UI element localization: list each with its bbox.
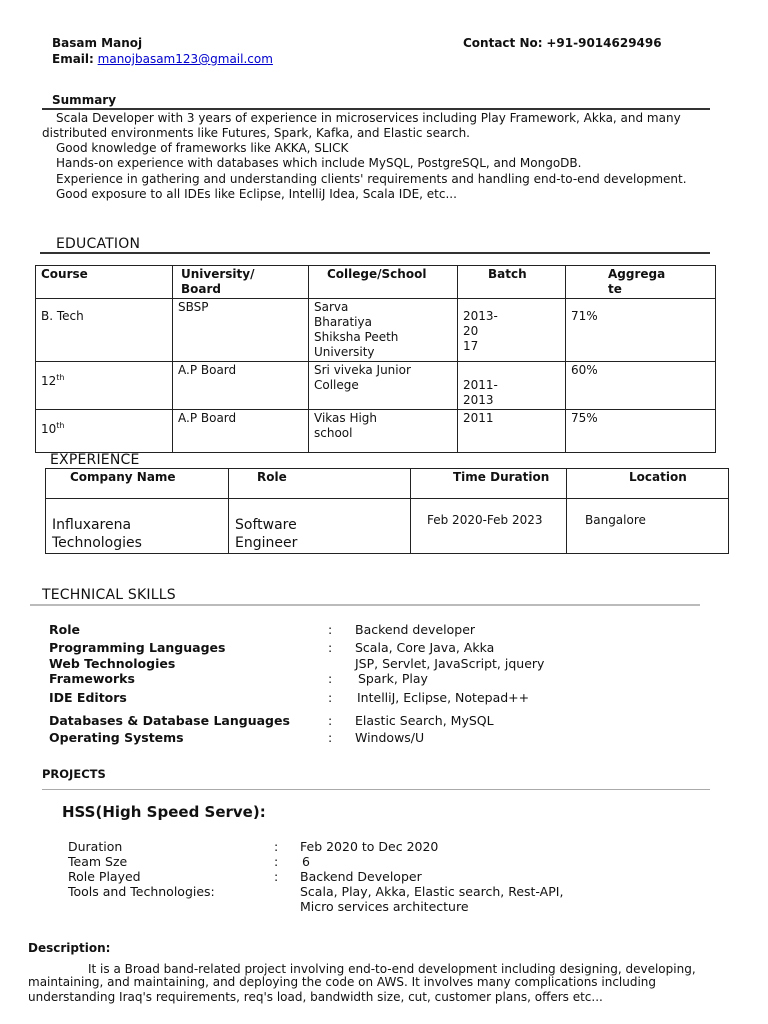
header-cell: Role <box>229 469 411 499</box>
contact-info <box>463 36 662 50</box>
project-detail-label: Tools and Technologies: <box>68 884 215 899</box>
aggregate-cell: 60% <box>566 362 716 410</box>
header-cell: University/ Board <box>173 266 309 299</box>
skill-label: Databases & Database Languages <box>49 713 290 728</box>
project-detail-value: Scala, Play, Akka, Elastic search, Rest-API, <box>300 884 564 899</box>
skill-sep: : <box>328 713 333 728</box>
company-cell: Influxarena Technologies <box>46 499 229 554</box>
skill-sep: : <box>328 640 333 655</box>
college-cell: Sarva Bharatiya Shiksha Peeth University <box>309 299 458 362</box>
board-cell: SBSP <box>173 299 309 362</box>
email-line <box>52 52 273 66</box>
skill-sep: : <box>328 622 333 637</box>
skill-label: Role <box>49 622 80 637</box>
summary-line: Good knowledge of frameworks like AKKA, SLICK <box>56 141 349 155</box>
skill-sep: : <box>328 730 333 745</box>
header-cell: Batch <box>458 266 566 299</box>
skill-value: JSP, Servlet, JavaScript, jquery <box>355 656 545 671</box>
skill-value: IntelliJ, Eclipse, Notepad++ <box>357 690 530 705</box>
summary-divider <box>42 108 710 110</box>
project-detail-value: Micro services architecture <box>300 899 469 914</box>
summary-line: Experience in gathering and understanding clients' requirements and handling end-to-end development. <box>56 172 687 186</box>
experience-title: EXPERIENCE <box>50 452 140 468</box>
board-cell: A.P Board <box>173 410 309 453</box>
batch-cell: 2011- 2013 <box>458 362 566 410</box>
header-cell: Course <box>36 266 173 299</box>
experience-table <box>45 468 729 554</box>
summary-line: Hands-on experience with databases which include MySQL, PostgreSQL, and MongoDB. <box>56 156 582 170</box>
project-name: HSS(High Speed Serve): <box>62 803 266 821</box>
description-line: maintaining, and maintaining, and deploying the code on AWS. It involves many complications including <box>28 975 657 989</box>
header-cell: Time Duration <box>411 469 567 499</box>
description-title: Description: <box>28 941 111 955</box>
header-cell: Location <box>567 469 729 499</box>
projects-title: PROJECTS <box>42 767 106 781</box>
table-row <box>46 499 729 554</box>
project-detail-label: Role Played <box>68 869 141 884</box>
candidate-name: Basam Manoj <box>52 36 143 50</box>
projects-divider <box>42 789 710 790</box>
education-header-row <box>36 266 716 299</box>
course-text: 10 <box>41 422 57 436</box>
skill-sep: : <box>328 690 333 705</box>
email-link[interactable]: manojbasam123@gmail.com <box>97 52 273 66</box>
role-cell: Software Engineer <box>229 499 411 554</box>
summary-line: Scala Developer with 3 years of experience in microservices including Play Framework, Akka, and many <box>56 111 681 125</box>
project-detail-value: Backend Developer <box>300 869 422 884</box>
skill-sep: : <box>328 671 333 686</box>
contact-number: +91-9014629496 <box>546 36 662 50</box>
project-detail-value: 6 <box>302 854 310 869</box>
education-table <box>35 265 716 453</box>
skills-divider <box>30 604 700 606</box>
project-detail-sep: : <box>274 854 279 869</box>
skills-title: TECHNICAL SKILLS <box>42 587 176 603</box>
board-cell: A.P Board <box>173 362 309 410</box>
contact-label: Contact No: <box>463 36 543 50</box>
skill-label: Web Technologies <box>49 656 176 671</box>
experience-header-row <box>46 469 729 499</box>
header-cell: Company Name <box>46 469 229 499</box>
course-sup: th <box>56 373 65 382</box>
course-sup: th <box>56 421 65 430</box>
course-cell <box>36 299 173 362</box>
course-cell <box>36 362 173 410</box>
college-cell: Sri viveka Junior College <box>309 362 458 410</box>
course-text: 12 <box>41 374 57 388</box>
skill-value: Spark, Play <box>358 671 428 686</box>
project-detail-sep: : <box>274 839 279 854</box>
description-line: understanding Iraq's requirements, req's load, bandwidth size, cut, customer plans, offers etc... <box>28 990 603 1004</box>
skill-value: Backend developer <box>355 622 476 637</box>
location-cell: Bangalore <box>567 499 729 554</box>
batch-cell: 2013- 20 17 <box>458 299 566 362</box>
header-cell: Aggrega te <box>566 266 716 299</box>
course-text: B. Tech <box>41 309 84 323</box>
project-detail-value: Feb 2020 to Dec 2020 <box>300 839 439 854</box>
summary-line: distributed environments like Futures, Spark, Kafka, and Elastic search. <box>42 126 470 140</box>
skill-label: Operating Systems <box>49 730 184 745</box>
skill-value: Windows/U <box>355 730 425 745</box>
college-cell: Vikas High school <box>309 410 458 453</box>
skill-label: IDE Editors <box>49 690 127 705</box>
aggregate-cell: 75% <box>566 410 716 453</box>
skill-value: Scala, Core Java, Akka <box>355 640 495 655</box>
project-detail-label: Team Sze <box>68 854 128 869</box>
summary-title: Summary <box>52 93 117 107</box>
skill-label: Programming Languages <box>49 640 226 655</box>
batch-cell: 2011 <box>458 410 566 453</box>
project-detail-label: Duration <box>68 839 123 854</box>
email-label: Email: <box>52 52 94 66</box>
table-row <box>36 410 716 453</box>
table-row <box>36 299 716 362</box>
summary-line: Good exposure to all IDEs like Eclipse, IntelliJ Idea, Scala IDE, etc... <box>56 187 457 201</box>
skill-value: Elastic Search, MySQL <box>355 713 494 728</box>
duration-cell: Feb 2020-Feb 2023 <box>411 499 567 554</box>
aggregate-cell: 71% <box>566 299 716 362</box>
table-row <box>36 362 716 410</box>
project-detail-sep: : <box>274 869 279 884</box>
course-cell <box>36 410 173 453</box>
education-divider <box>40 252 710 254</box>
education-title: EDUCATION <box>56 236 141 252</box>
header-cell: College/School <box>309 266 458 299</box>
description-line: It is a Broad band-related project involving end-to-end development including designing, developing, <box>88 962 696 976</box>
skill-label: Frameworks <box>49 671 135 686</box>
